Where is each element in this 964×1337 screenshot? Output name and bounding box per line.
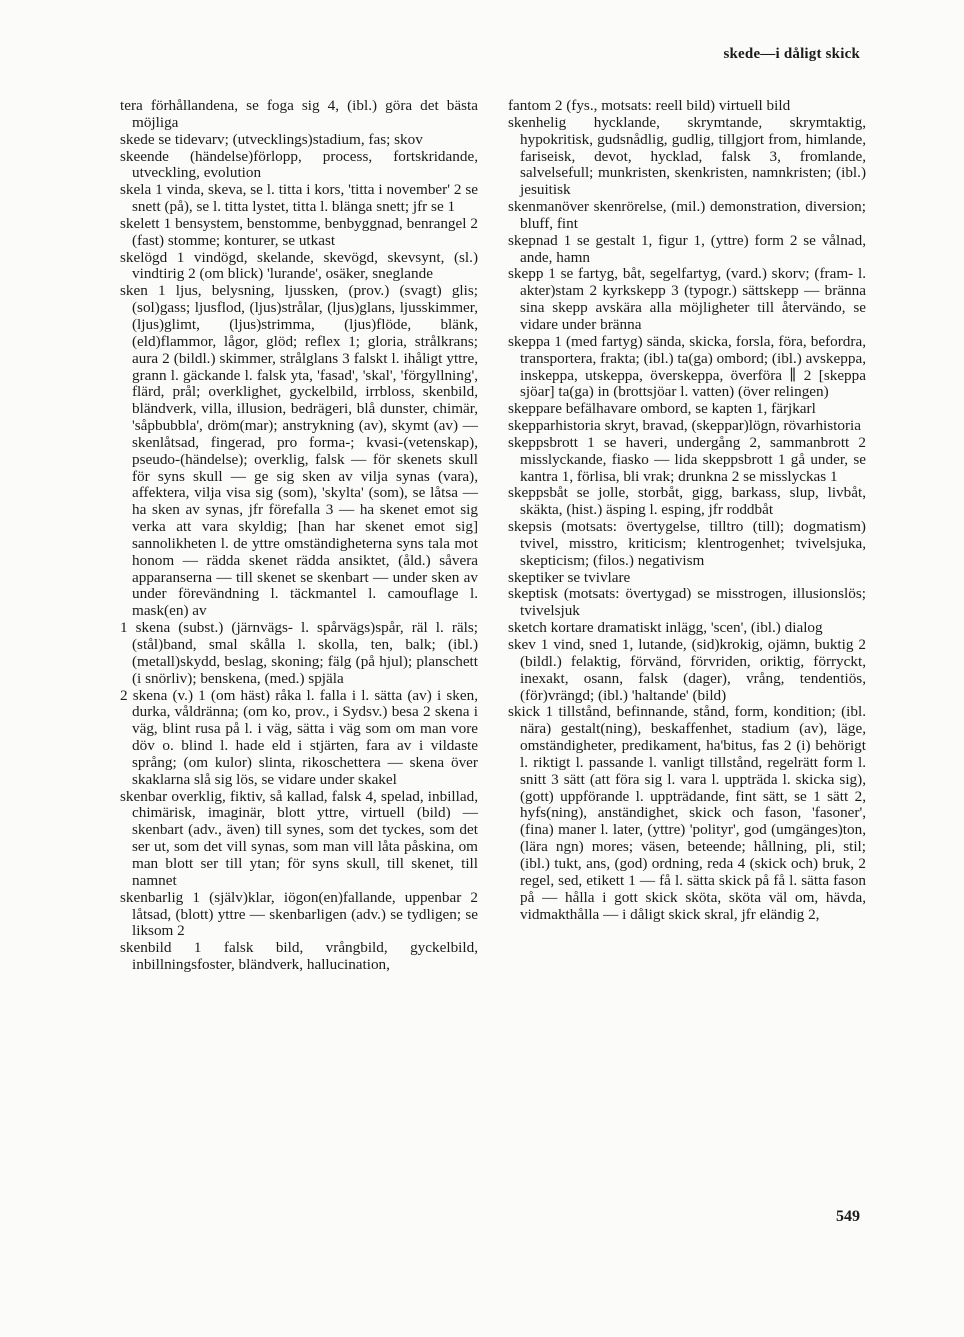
entry: fantom 2 (fys., motsats: reell bild) virtuell bild <box>508 97 791 114</box>
right-column <box>508 98 866 923</box>
entry: skeptisk (motsats: övertygad) se misstrogen, illusionslös; tvivelsjuk <box>508 585 866 620</box>
entry: skepparhistoria skryt, bravad, (skeppar)lögn, rövarhistoria <box>508 417 862 435</box>
entry: skeppa 1 (med fartyg) sända, skicka, forsla, föra, befordra, transportera, frakta; (ibl.) ta(ga) ombord; (ibl.) avskeppa, inskeppa, utskeppa, överskeppa, överföra ∥ 2 [skeppa sjöar] ta(ga) in (brottsjöar l. vatten) (över relingen) <box>508 332 866 401</box>
entry: tera förhållandena, se foga sig 4, (ibl.) göra det bästa möjliga <box>120 97 478 131</box>
entry: skenhelig hycklande, skrymtande, skrymtaktig, hypokritisk, gudsnådlig, gudlig, tillgjort from, himlande, fariseisk, devot, hycklad, falsk 3, fromlande, salvelsefull; munkristen, skenkristen, namnkristen; (ibl.) jesuitisk <box>508 113 866 199</box>
entry: skenbild 1 falsk bild, vrångbild, gyckelbild, inbillningsfoster, bländverk, hallucination, <box>120 939 478 974</box>
entry: skev 1 vind, sned 1, lutande, (sid)krokig, ojämn, buktig 2 (bildl.) felaktig, förvänd, förvriden, oriktig, förryckt, inexakt, osann, falsk (dager), vrång, tendentiös, (för)vrängd; (ibl.) 'haltande' (bild) <box>508 636 866 704</box>
entry: skeppsbrott 1 se haveri, undergång 2, sammanbrott 2 misslyckande, fiasko — lida skeppsbrott 1 gå under, se kantra 1, förlisa, bli vrak; drunkna 2 se misslyckas 1 <box>508 433 866 485</box>
entry: skeptiker se tvivlare <box>508 568 631 586</box>
left-column <box>120 98 478 974</box>
entry: skepp 1 se fartyg, båt, segelfartyg, (vard.) skorv; (fram- l. akter)stam 2 kyrkskepp 3 (typogr.) sättskepp — bränna sina skepp avskära alla möjligheter till återvändo, se vidare under bränna <box>508 265 866 333</box>
entry: skenbar overklig, fiktiv, så kallad, falsk 4, spelad, inbillad, chimärisk, imaginär, blott yttre, virtuell (bild) — skenbart (adv., även) till synes, som det tyckes, som det ser ut, som det vill synas, som man vill låta påskina, om man blott ser till ytan; för syns skull, till skenet, till namnet <box>120 787 478 889</box>
page-number: 549 <box>836 1208 860 1225</box>
entry: skelögd 1 vindögd, skelande, skevögd, skevsynt, (sl.) vindtirig 2 (om blick) 'lurande', osäker, sneglande <box>120 248 478 283</box>
entry: skeppare befälhavare ombord, se kapten 1, färjkarl <box>508 400 816 418</box>
entry: skepnad 1 se gestalt 1, figur 1, (yttre) form 2 se vålnad, ande, hamn <box>508 231 866 266</box>
entry: skick 1 tillstånd, befinnande, stånd, form, kondition; (ibl. nära) gestalt(ning), beskaffenhet, stadium (av), läge, omständigheter, predikament, ha'bitus, fas 2 (i) behörigt l. riktigt l. passande l. vanligt tillstånd, regelrätt form l. snitt 3 sätt (att föra sig l. vara l. uppträda l. skicka sig), (gott) uppförande l. uppträdande, fint sätt, se 1 sätt 2, hyfs(ning), anständighet, skick och fason, 'fasoner', (fina) maner l. later, (yttre) 'polityr', god (umgänges)ton, (lära ngn) mores; väsen, beteende; hållning, pli, stil; (ibl.) tukt, ans, (god) ordning, reda 4 (skick och) bruk, 2 regel, sed, etikett 1 — få l. sätta skick på få l. sätta fason på — hålla i gott skick sköta, sköta väl om, hävda, vidmakthålla — i dåligt skick skral, jfr eländig 2, <box>508 703 866 923</box>
entry: skepsis (motsats: övertygelse, tilltro (till); dogmatism) tvivel, misstro, kriticism; klentrogenhet; tvivelsjuka, skepticism; (filos.) negativism <box>508 518 866 569</box>
entry: 2 skena (v.) 1 (om häst) råka l. falla i l. sätta (av) i sken, durka, våldränna; (om ko, prov., i Sydsv.) besa 2 skena i väg, blint rusa på l. i väg, sätta i väg som om man vore döv o. blind l. hade eld i stjärten, fara av i vildaste språng; (om kulor) slinta, rikoschettera — skena över skaklarna slå sig lös, se vidare under skakel <box>120 686 478 788</box>
entry: skenbarlig 1 (själv)klar, iögon(en)fallande, uppenbar 2 låtsad, (blott) yttre — skenbarligen (adv.) se tydligen; se liksom 2 <box>120 888 478 940</box>
entry: 1 skena (subst.) (järnvägs- l. spårvägs)spår, räl l. räls; (stål)band, smal skålla l. skolla, ten, balk; (ibl.) (metall)skydd, beslag, skoning; fälg (på hjul); planschett (i snörliv); benskena, (med.) spjäla <box>120 619 478 687</box>
entry: sken 1 ljus, belysning, ljussken, (prov.) (svagt) glis; (sol)gass; ljusflod, (ljus)strålar, (ljus)glans, ljusskimmer, (ljus)glimt, (ljus)strimma, (ljus)flöde, blänk, (eld)flammor, lågor, glöd; reflex 1; gloria, strålkrans; aura 2 (bildl.) skimmer, strålglans 3 falskt l. ihåligt yttre, grann l. gäckande l. falsk yta, 'fasad', 'skal', 'förgyllning', flärd, prål; overklighet, gyckelbild, irrbloss, skenbild, bländverk, villa, illusion, bedrägeri, blå dunster, chimär, 'såpbubbla', dröm(mar); anstrykning (av), skymt (av) — skenlåtsad, fingerad, pro forma-; kvasi-(vetenskap), pseudo-(händelse); overklig, falsk — för skenets skull för syns skull — ge sig sken av vilja synas (vara), affektera, vilja visa sig (som), 'skylta' (som), se låtsa — ha sken av synas, jfr förefalla 3 — ha skenet emot sig verka att vara skyldig; [han har skenet emot sig] sannolikheten l. de yttre omständigheterna syns tala mot honom — rädda skenet rädda ansiktet, (åld.) såvera apparanserna — till skenet se skenbart — under sken av under förevändning l. täckmantel l. camouflage l. mask(en) av <box>120 282 478 620</box>
entry: skede se tidevarv; (utvecklings)stadium, fas; skov <box>120 130 423 148</box>
entry: skeppsbåt se jolle, storbåt, gigg, barkass, slup, livbåt, skäkta, (hist.) äsping l. esping, jfr roddbåt <box>508 484 866 519</box>
entry: skenmanöver skenrörelse, (mil.) demonstration, diversion; bluff, fint <box>508 198 866 232</box>
entry: skela 1 vinda, skeva, se l. titta i kors, 'titta i november' 2 se snett (på), se l. titta lystet, titta l. blänga snett; jfr se 1 <box>120 181 478 216</box>
entry: skelett 1 bensystem, benstomme, benbyggnad, benrangel 2 (fast) stomme; konturer, se utkast <box>120 214 478 249</box>
entry: skeende (händelse)förlopp, process, fortskridande, utveckling, evolution <box>120 147 478 182</box>
running-head: skede—i dåligt skick <box>723 46 860 62</box>
entry: sketch kortare dramatiskt inlägg, 'scen', (ibl.) dialog <box>508 619 823 637</box>
